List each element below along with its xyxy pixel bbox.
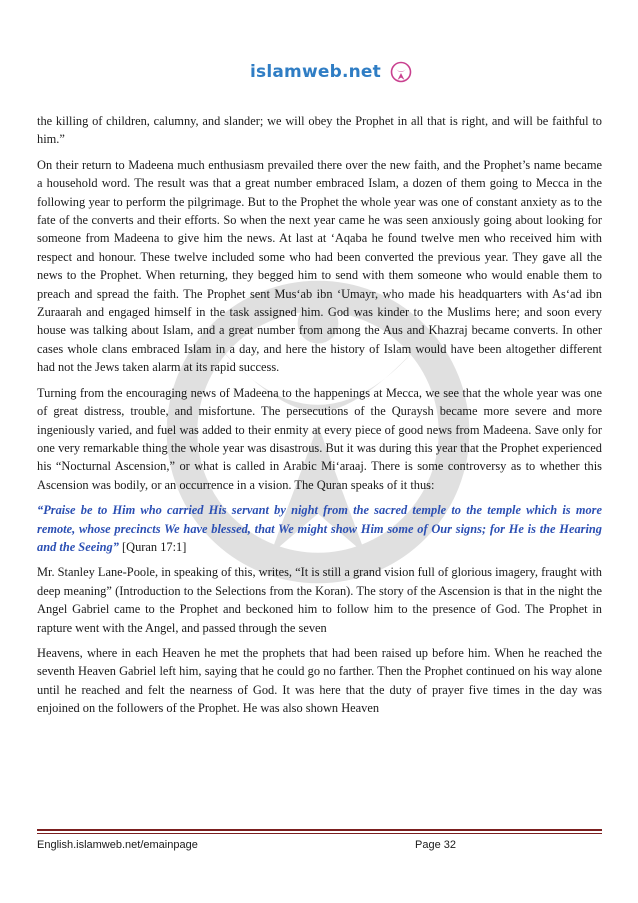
page-number: Page 32: [415, 839, 456, 851]
paragraph: Turning from the encouraging news of Madeena to the happenings at Mecca, we see that the whole year was one of great distress, trouble, and misfortune. The persecutions of the Quraysh became more severe and more ingeniously varied, and fuel was added to their enmity at every piece of good news from Madeena. Save only for one very remarkable thing the whole year was disastrous. But it was during this year that the Prophet experienced his “Nocturnal Ascension,” or what is called in Arabic Mi‘araaj. There is some controversy as to whether this Ascension was bodily, or an occurrence in a vision. The Quran speaks of it thus:: [37, 385, 602, 492]
paragraph: On their return to Madeena much enthusiasm prevailed there over the new faith, and the Prophet’s name became a household word. The result was that a great number embraced Islam, a dozen of them going to Mecca in the following year to perform the pilgrimage. But to the Prophet the whole year was one of constant anxiety as to the fate of the converts and their efforts. So when the next year came he was seen anxiously going about looking for someone from Madeena to give him the news. At last at ‘Aqaba he found twelve men who received him with respect and honour. These twelve included some who had been converted the previous year. They gave all the news to the Prophet. When returning, they begged him to send with them someone who would enable them to preach and spread the faith. The Prophet sent Mus‘ab ibn ‘Umayr, who made his headquarters with As‘ad ibn Zuraarah and engaged himself in the task assigned him. God was kinder to the Muslims here; and soon every house was talking about Islam, and a great number from among the Aus and Khazraj became converts. In other cases whole clans embraced Islam in a day, and here the history of Islam would have been altogether different had not the Jews taken alarm at its rapid success.: [37, 157, 602, 375]
quran-quote: [37, 501, 602, 556]
footer-divider-thin: [37, 833, 602, 834]
logo-emblem-icon: [389, 60, 413, 84]
logo-text: islamweb.net: [250, 62, 381, 82]
quote-reference: [Quran 17:1]: [118, 539, 187, 554]
paragraph: Mr. Stanley Lane-Poole, in speaking of this, writes, “It is still a grand vision full of glorious imagery, fraught with deep meaning” (Introduction to the Selections from the Koran). The story of the Ascension is that in the night the Angel Gabriel came to the Prophet and beckoned him to follow him to the presence of God. The Prophet in rapture went with the Angel, and passed through the seven: [37, 565, 602, 635]
footer-url: English.islamweb.net/emainpage: [37, 839, 198, 851]
footer-divider: [37, 829, 602, 831]
quote-text: “Praise be to Him who carried His servant by night from the sacred temple to the temple which is more remote, whose precincts We have blessed, that We might show Him some of Our signs; for He is the Hearing and the Seeing”: [37, 503, 602, 554]
paragraph: the killing of children, calumny, and slander; we will obey the Prophet in all that is right, and will be faithful to him.”: [37, 114, 602, 147]
paragraph: Heavens, where in each Heaven he met the prophets that had been raised up before him. When he reached the seventh Heaven Gabriel left him, saying that he could go no farther. Then the Prophet continued on his way alone until he reached and felt the nearness of God. It was here that the duty of prayer five times in the day was enjoined on the followers of the Prophet. He was also shown Heaven: [37, 645, 602, 716]
site-logo: [250, 60, 413, 84]
document-body: [37, 112, 602, 725]
